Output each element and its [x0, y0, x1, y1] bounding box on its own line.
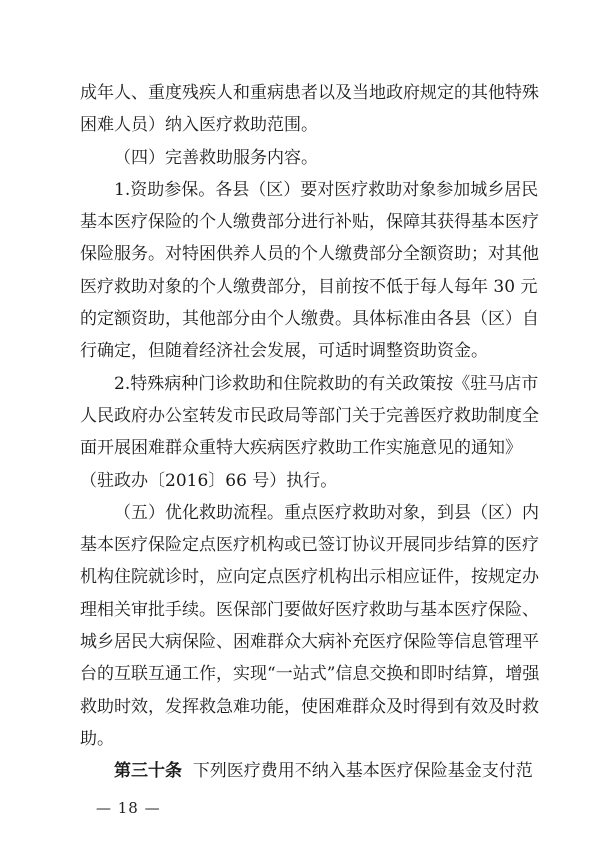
page-number: — 18 — — [96, 799, 161, 817]
paragraph-5: （五）优化救助流程。重点医疗救助对象，到县（区）内基本医疗保险定点医疗机构或已签订协议开展同步结算的医疗机构住院就诊时，应向定点医疗机构出示相应证件，按规定办理相关审批手续。医保部门要做好医疗救助与基本医疗保险、城乡居民大病保险、困难群众大病补充医疗保险等信息管理平台的互联互通工作，实现“一站式”信息交换和即时结算，增强救助时效，发挥救急难功能，使困难群众及时得到有效及时救助。 — [80, 502, 540, 749]
paragraph-4: 2.特殊病种门诊救助和住院救助的有关政策按《驻马店市人民政府办公室转发市民政局等部门关于完善医疗救助制度全面开展困难群众重特大疾病医疗救助工作实施意见的通知》（驻政办〔2016〕66 号）执行。 — [80, 373, 539, 491]
document-body — [80, 77, 540, 788]
article-text: 下列医疗费用不纳入基本医疗保险基金支付范 — [192, 761, 533, 782]
article-paragraph — [80, 755, 540, 787]
article-spacer — [182, 761, 193, 781]
paragraph-2: （四）完善救助服务内容。 — [114, 147, 318, 168]
paragraph-1: 成年人、重度残疾人和重病患者以及当地政府规定的其他特殊困难人员）纳入医疗救助范围。 — [80, 83, 539, 136]
article-label: 第三十条 — [114, 761, 182, 782]
paragraph-3: 1.资助参保。各县（区）要对医疗救助对象参加城乡居民基本医疗保险的个人缴费部分进行补贴，保障其获得基本医疗保险服务。对特困供养人员的个人缴费部分全额资助；对其他医疗救助对象的个人缴费部分，目前按不低于每人每年 30 元的定额资助，其他部分由个人缴费。具体标准由各县（区）自行确定，但随着经济社会发展，可适时调整资助资金。 — [80, 179, 539, 362]
